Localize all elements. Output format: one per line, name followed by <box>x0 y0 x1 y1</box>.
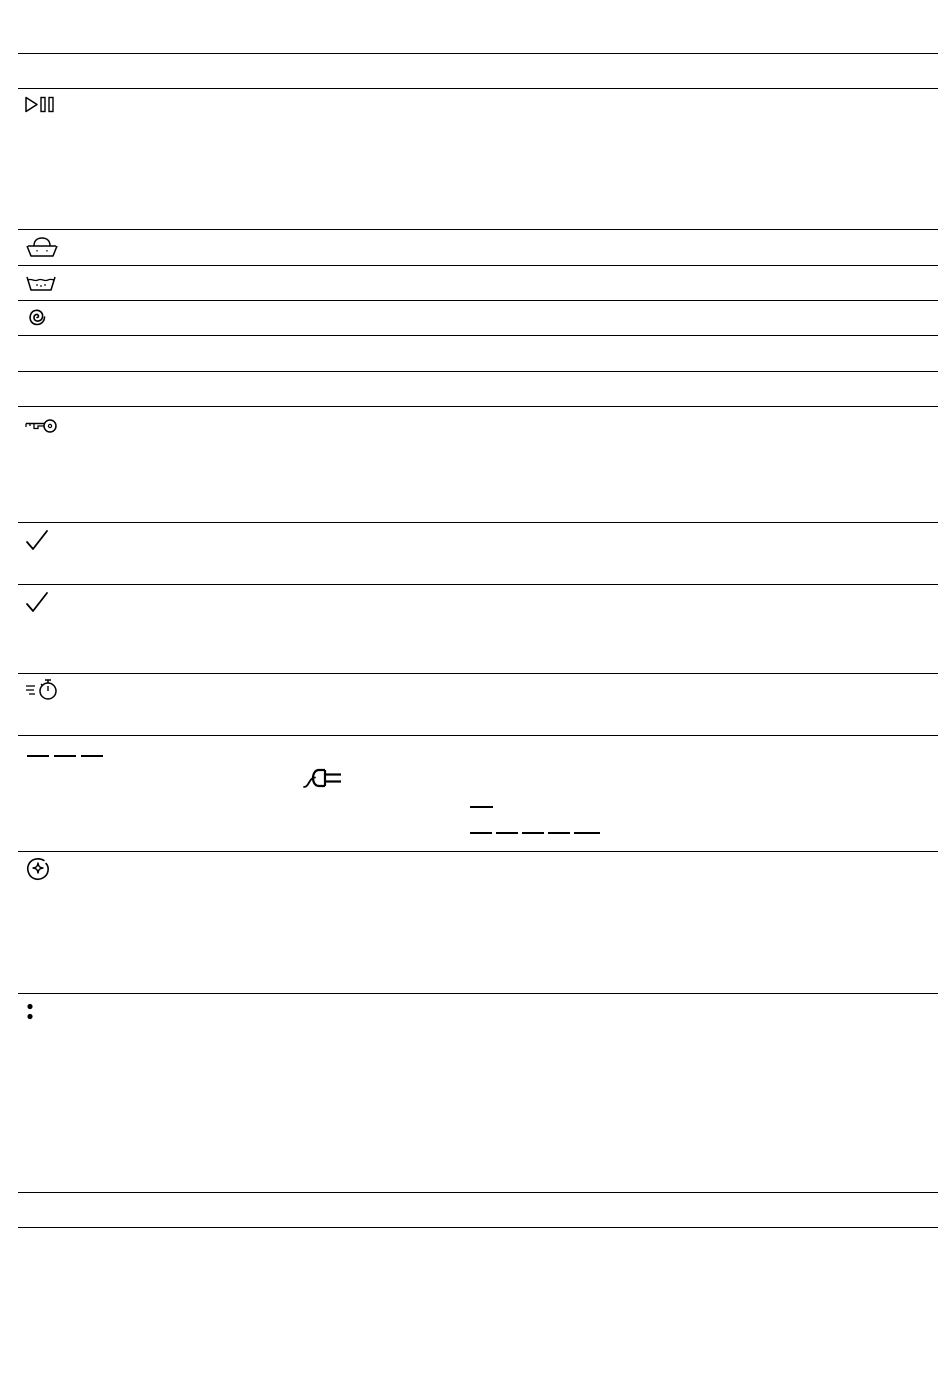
checkmark-icon <box>25 591 49 615</box>
dash-segment <box>496 832 518 834</box>
table-rule <box>18 406 938 407</box>
dash-segment <box>522 832 544 834</box>
table-rule <box>18 265 938 266</box>
table-rule <box>18 371 938 372</box>
sparkle-circle-icon <box>25 857 51 883</box>
dash-segment <box>470 832 492 834</box>
table-rule <box>18 1227 938 1228</box>
dash-segment <box>470 806 493 808</box>
table-rule <box>18 851 938 852</box>
dash-segment <box>81 755 103 757</box>
table-rule <box>18 229 938 230</box>
table-rule <box>18 335 938 336</box>
table-rule <box>18 993 938 994</box>
dash-segment <box>574 832 600 834</box>
table-rule <box>18 522 938 523</box>
key-icon <box>25 417 59 435</box>
table-rule <box>18 673 938 674</box>
table-rule <box>18 53 938 54</box>
spin-spiral-icon <box>26 306 48 328</box>
table-rule <box>18 300 938 301</box>
table-rule <box>18 735 938 736</box>
colon-icon <box>26 1003 34 1021</box>
wash-tub-icon <box>25 275 59 293</box>
checkmark-icon <box>25 529 49 553</box>
table-rule <box>18 584 938 585</box>
dash-segment <box>548 832 570 834</box>
table-rule <box>18 88 938 89</box>
table-rule <box>18 1192 938 1193</box>
plug-icon <box>303 767 345 789</box>
dash-segment <box>27 755 49 757</box>
speed-stopwatch-icon <box>25 679 61 701</box>
dash-segment <box>54 755 76 757</box>
prewash-tub-icon <box>25 236 59 258</box>
play-pause-icon <box>25 96 57 114</box>
